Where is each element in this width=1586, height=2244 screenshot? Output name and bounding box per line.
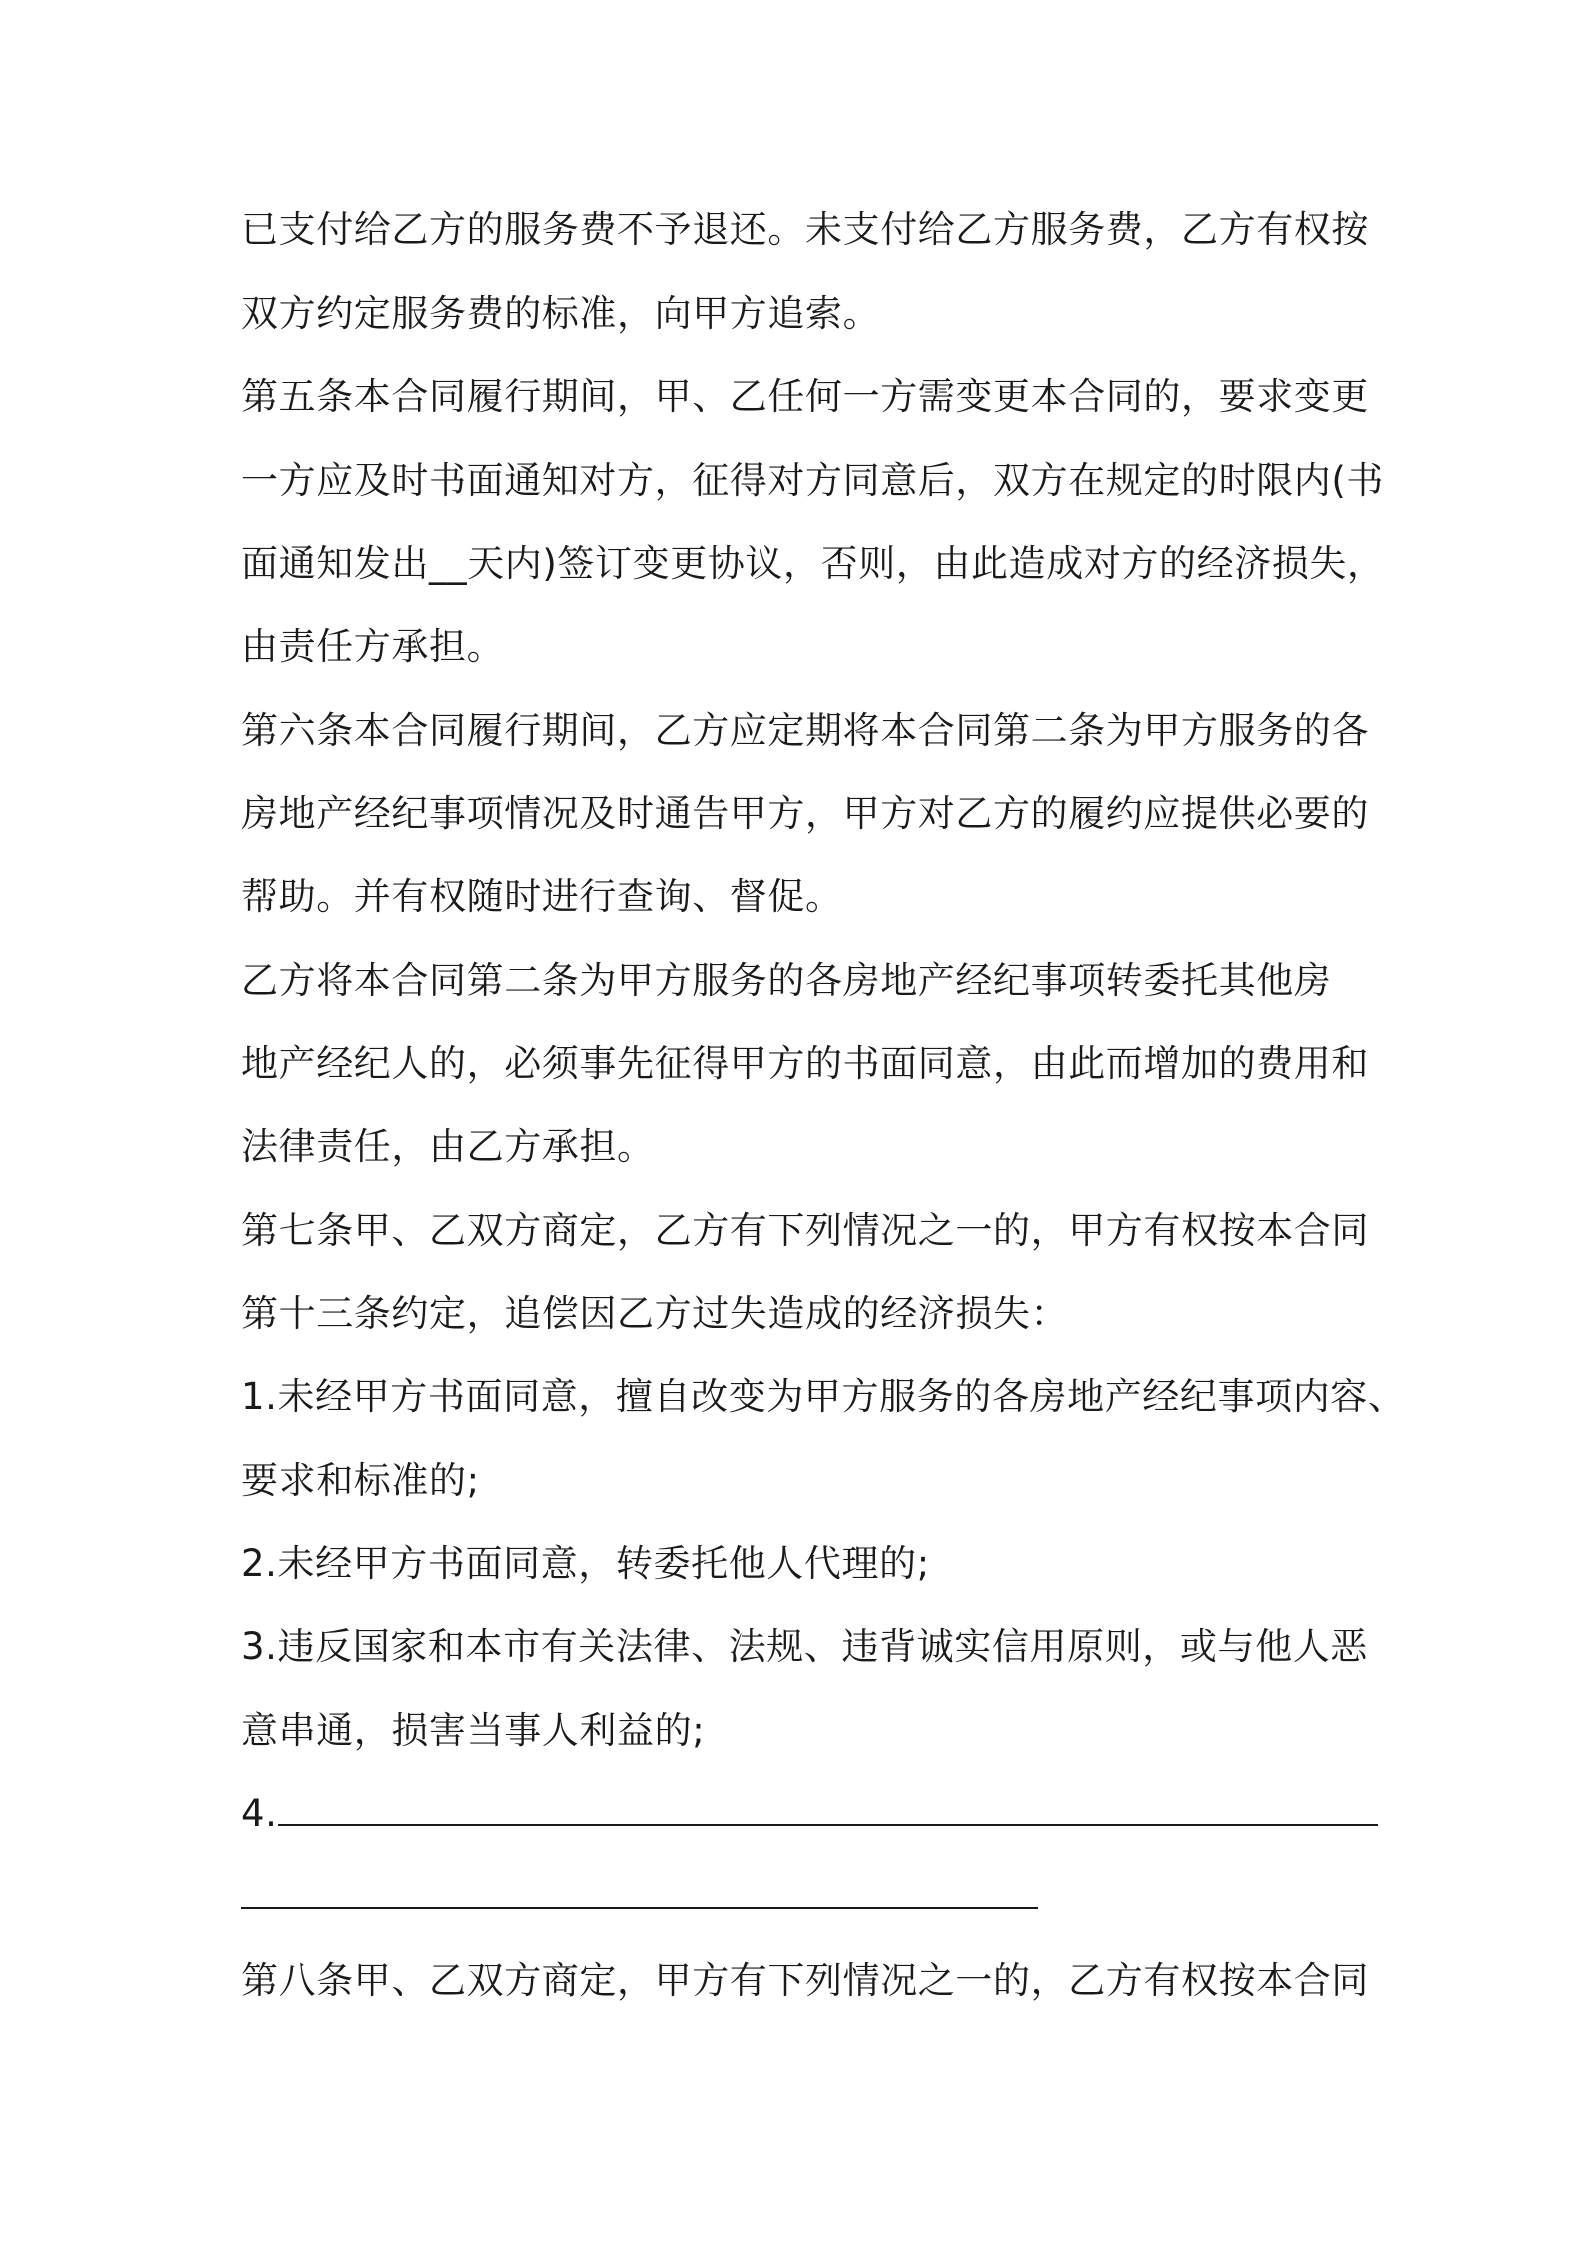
text-line: 已支付给乙方的服务费不予退还。未支付给乙方服务费，乙方有权按 xyxy=(241,208,1369,251)
text-line: 地产经纪人的，必须事先征得甲方的书面同意，由此而增加的费用和 xyxy=(241,1042,1369,1085)
text-line: 要求和标准的; xyxy=(241,1459,480,1502)
text-line: 2.未经甲方书面同意，转委托他人代理的; xyxy=(241,1542,930,1585)
text-line: 第六条本合同履行期间，乙方应定期将本合同第二条为甲方服务的各 xyxy=(241,709,1369,752)
fill-in-blank xyxy=(241,1877,1038,1909)
text-line: 法律责任，由乙方承担。 xyxy=(241,1125,655,1168)
text-line: 第八条甲、乙双方商定，甲方有下列情况之一的，乙方有权按本合同 xyxy=(241,1959,1369,2002)
text-line: 1.未经甲方书面同意，擅自改变为甲方服务的各房地产经纪事项内容、 xyxy=(241,1375,1406,1418)
text-line: 乙方将本合同第二条为甲方服务的各房地产经纪事项转委托其他房 xyxy=(241,959,1332,1002)
blank-line xyxy=(241,1873,1038,1921)
text-line: 双方约定服务费的标准，向甲方追索。 xyxy=(241,292,881,335)
text-line: 由责任方承担。 xyxy=(241,625,505,668)
text-line: 3.违反国家和本市有关法律、法规、违背诚实信用原则，或与他人恶 xyxy=(241,1625,1368,1668)
text-line: 第五条本合同履行期间，甲、乙任何一方需变更本合同的，要求变更 xyxy=(241,375,1369,418)
text-line: 一方应及时书面通知对方，征得对方同意后，双方在规定的时限内(书 xyxy=(241,459,1385,502)
list-item-4 xyxy=(241,1790,1378,1838)
fill-in-blank xyxy=(278,1794,1378,1826)
text-line: 房地产经纪事项情况及时通告甲方，甲方对乙方的履约应提供必要的 xyxy=(241,792,1369,835)
text-line: 帮助。并有权随时进行查询、督促。 xyxy=(241,875,843,918)
text-line: 第七条甲、乙双方商定，乙方有下列情况之一的，甲方有权按本合同 xyxy=(241,1209,1369,1252)
text-line: 第十三条约定，追偿因乙方过失造成的经济损失： xyxy=(241,1292,1069,1335)
text-line: 意串通，损害当事人利益的; xyxy=(241,1709,706,1752)
list-item-number: 4. xyxy=(241,1792,278,1835)
text-line: 面通知发出__天内)签订变更协议，否则，由此造成对方的经济损失， xyxy=(241,542,1385,585)
